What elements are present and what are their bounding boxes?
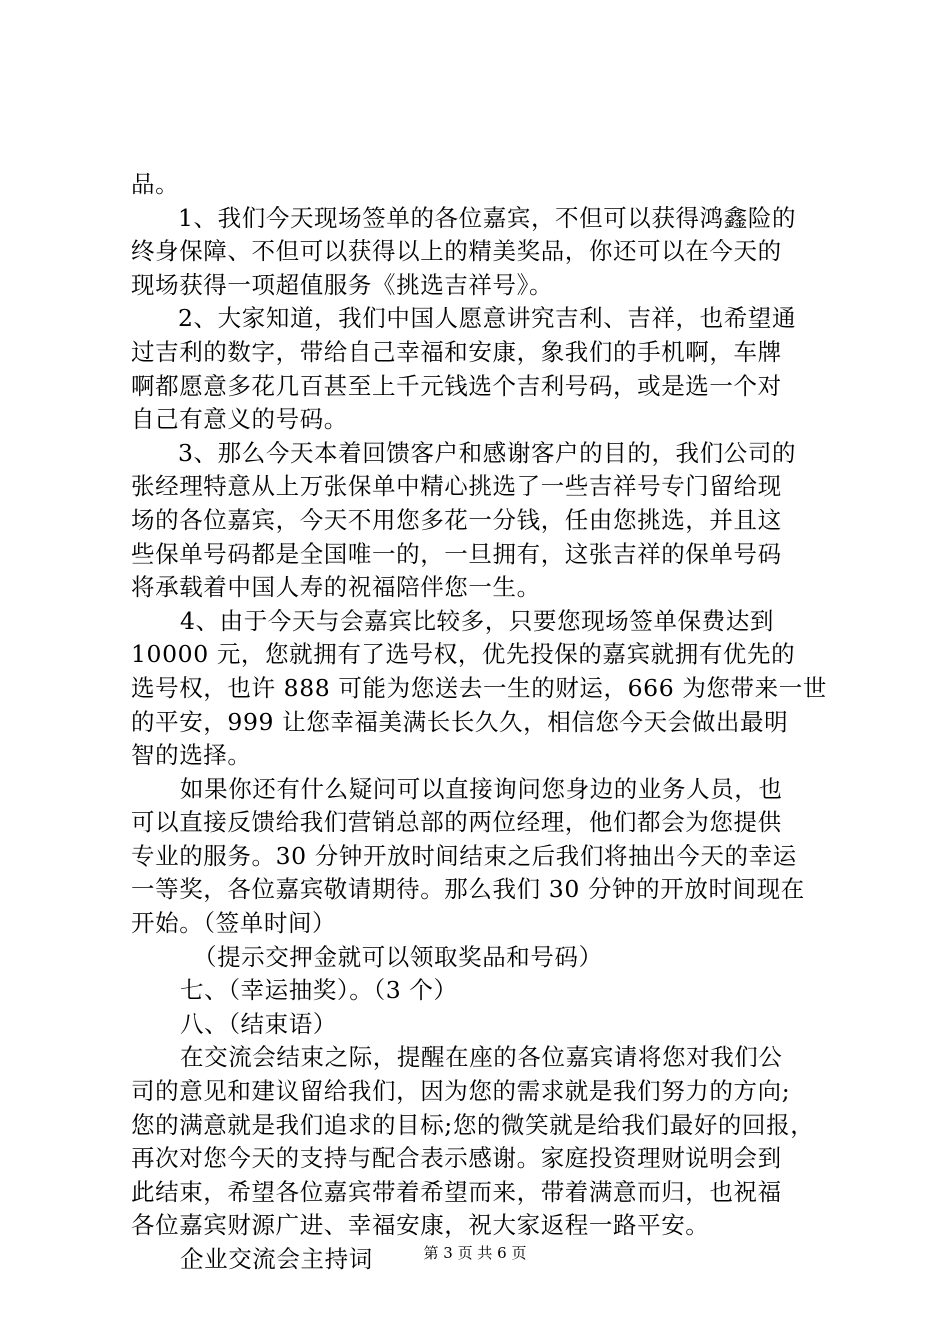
- text-line: 张经理特意从上万张保单中精心挑选了一些吉祥号专门留给现: [131, 472, 782, 501]
- text-line: 自己有意义的号码。: [131, 405, 348, 434]
- text-line: 品。: [131, 170, 180, 198]
- text-line: 选号权，也许 888 可能为您送去一生的财运，666 为您带来一世: [131, 673, 827, 702]
- text-line: 现场获得一项超值服务《挑选吉祥号》。: [131, 270, 554, 299]
- text-line: 八、（结束语）: [180, 1009, 337, 1038]
- text-line: 司的意见和建议留给我们，因为您的需求就是我们努力的方向;: [131, 1077, 791, 1106]
- text-line: 各位嘉宾财源广进、幸福安康，祝大家返程一路平安。: [131, 1211, 710, 1240]
- document-body: [131, 168, 831, 1277]
- text-line: 智的选择。: [131, 741, 252, 770]
- text-line: 些保单号码都是全国唯一的，一旦拥有，这张吉祥的保单号码: [131, 539, 782, 568]
- text-line: 过吉利的数字，带给自己幸福和安康，象我们的手机啊，车牌: [131, 337, 782, 366]
- text-line: 啊都愿意多花几百甚至上千元钱选个吉利号码，或是选一个对: [131, 371, 782, 400]
- text-line: 10000 元，您就拥有了选号权，优先投保的嘉宾就拥有优先的: [131, 640, 796, 669]
- text-line: 此结束，希望各位嘉宾带着希望而来，带着满意而归，也祝福: [131, 1177, 782, 1206]
- text-line: 1、我们今天现场签单的各位嘉宾，不但可以获得鸿鑫险的: [178, 203, 797, 232]
- text-line: 七、（幸运抽奖）。（3 个）: [180, 976, 458, 1005]
- text-line: 场的各位嘉宾，今天不用您多花一分钱，任由您挑选，并且这: [131, 505, 782, 534]
- text-line: 再次对您今天的支持与配合表示感谢。家庭投资理财说明会到: [131, 1144, 782, 1173]
- text-line: 2、大家知道，我们中国人愿意讲究吉利、吉祥，也希望通: [178, 304, 797, 333]
- text-line: 在交流会结束之际，提醒在座的各位嘉宾请将您对我们公: [180, 1043, 783, 1072]
- text-line: 您的满意就是我们追求的目标;您的微笑就是给我们最好的回报，: [131, 1110, 815, 1139]
- text-line: 将承载着中国人寿的祝福陪伴您一生。: [131, 573, 541, 602]
- text-line: 的平安，999 让您幸福美满长长久久，相信您今天会做出最明: [131, 707, 789, 736]
- text-line: 专业的服务。30 分钟开放时间结束之后我们将抽出今天的幸运: [131, 841, 797, 870]
- text-line: 终身保障、不但可以获得以上的精美奖品，你还可以在今天的: [131, 237, 782, 266]
- text-line: 开始。（签单时间）: [131, 909, 337, 938]
- text-line: 4、由于今天与会嘉宾比较多，只要您现场签单保费达到: [180, 606, 774, 635]
- page-number-footer: 第 3 页 共 6 页: [423, 1244, 527, 1262]
- text-line: 企业交流会主持词: [180, 1245, 373, 1273]
- text-line: 一等奖，各位嘉宾敬请期待。那么我们 30 分钟的开放时间现在: [131, 875, 805, 904]
- text-line: 3、那么今天本着回馈客户和感谢客户的目的，我们公司的: [178, 438, 797, 467]
- text-line: 如果你还有什么疑问可以直接询问您身边的业务人员，也: [180, 774, 783, 803]
- text-line: （提示交押金就可以领取奖品和号码）: [193, 942, 603, 971]
- text-line: 可以直接反馈给我们营销总部的两位经理，他们都会为您提供: [131, 808, 782, 837]
